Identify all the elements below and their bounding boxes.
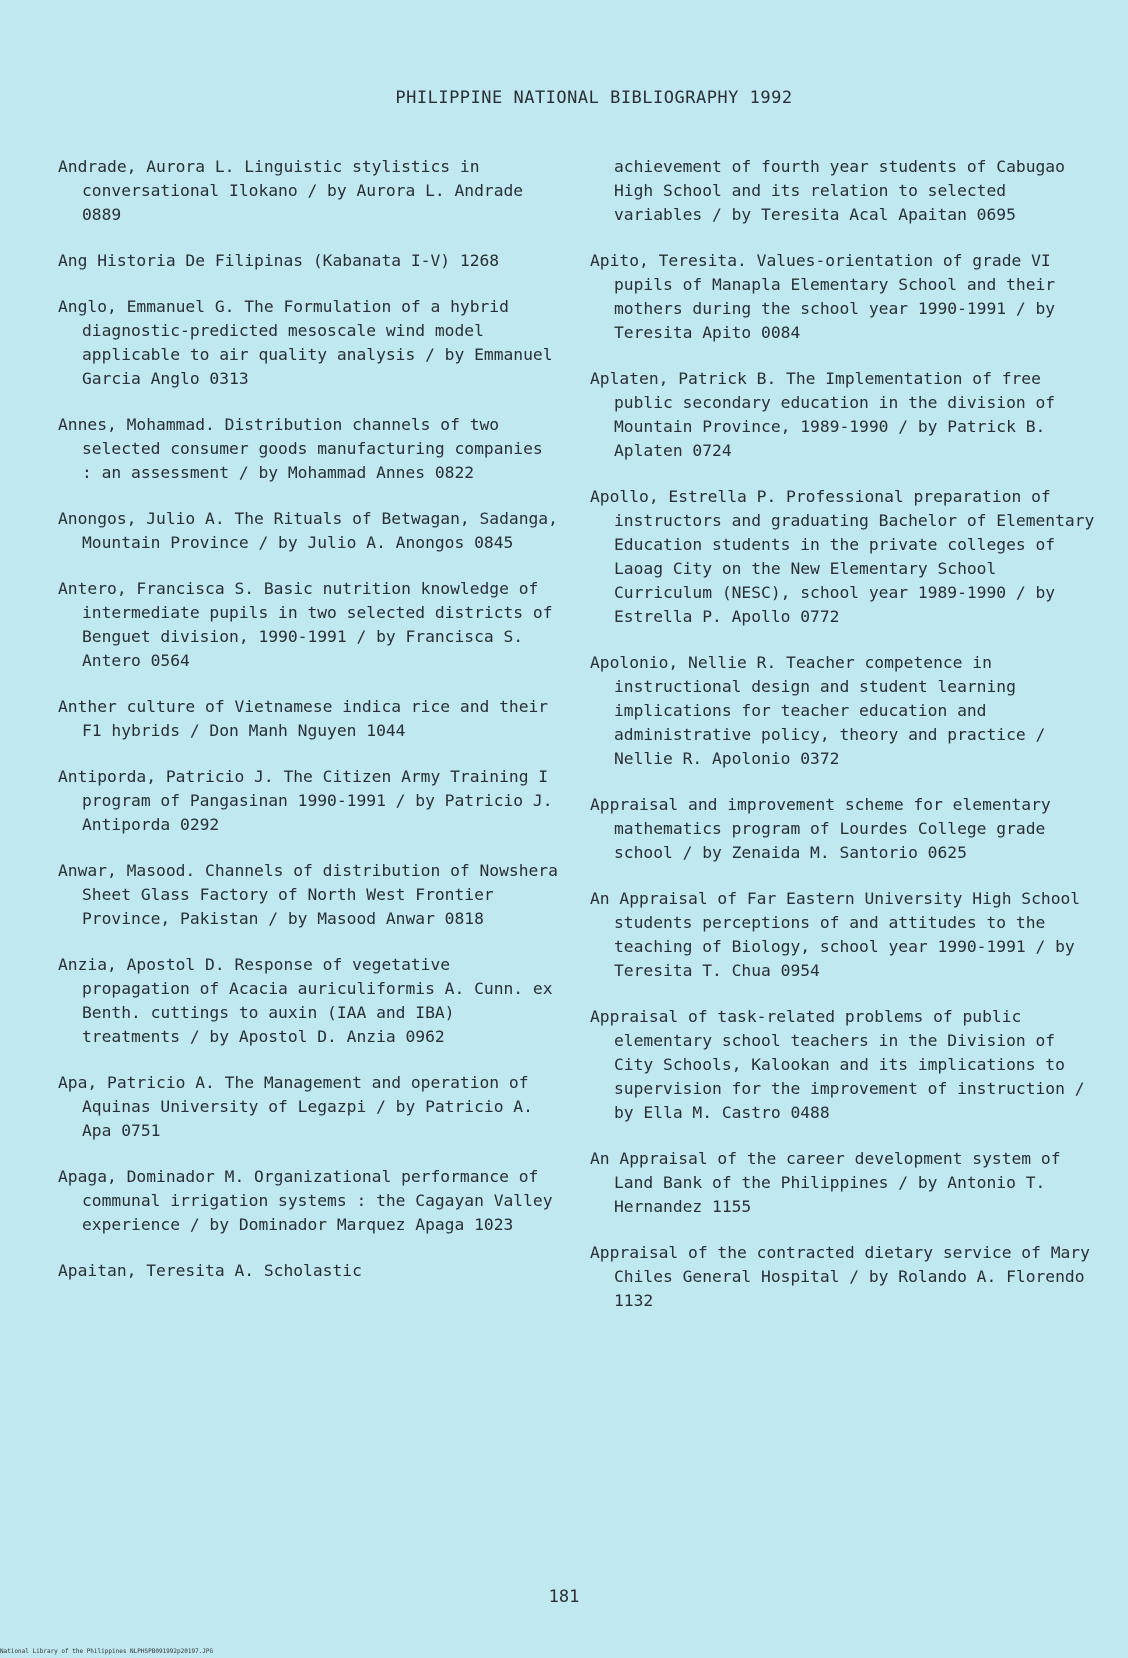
bibliography-entry: Appraisal and improvement scheme for elementary mathematics program of Lourdes College grade school / by Zenaida M. Santorio 0625 — [590, 795, 1051, 862]
bibliography-entry: Apollo, Estrella P. Professional preparation of instructors and graduating Bachelor of Elementary Education students in the private colleges of Laoag City on the New Elementary School Curriculum (NESC), school year 1989-1990 / by Estrella P. Apollo 0772 — [590, 487, 1095, 626]
bibliography-entry: Apaga, Dominador M. Organizational performance of communal irrigation systems : the Cagayan Valley experience / by Dominador Marquez Apaga 1023 — [58, 1167, 553, 1234]
bibliography-entry: Apa, Patricio A. The Management and operation of Aquinas University of Legazpi / by Patricio A. Apa 0751 — [58, 1073, 533, 1140]
bibliography-entry: Aplaten, Patrick B. The Implementation of free public secondary education in the division of Mountain Province, 1989-1990 / by Patrick B. Aplaten 0724 — [590, 369, 1056, 460]
bibliography-entry: Apolonio, Nellie R. Teacher competence in instructional design and student learning implications for teacher education and administrative policy, theory and practice / Nellie R. Apolonio 0372 — [590, 653, 1046, 768]
footer-credit: National Library of the Philippines NLPHSPB091992p20197.JPG — [0, 1648, 214, 1655]
bibliography-entry: Ang Historia De Filipinas (Kabanata I-V) 1268 — [58, 251, 500, 270]
bibliography-entry: Anglo, Emmanuel G. The Formulation of a hybrid diagnostic-predicted mesoscale wind model applicable to air quality analysis / by Emmanuel Garcia Anglo 0313 — [58, 297, 553, 388]
bibliography-entry: Appraisal of the contracted dietary service of Mary Chiles General Hospital / by Rolando A. Florendo 1132 — [590, 1243, 1090, 1310]
right-column — [590, 155, 1100, 1335]
bibliography-entry: Apaitan, Teresita A. Scholastic — [58, 1261, 362, 1280]
bibliography-entry: Andrade, Aurora L. Linguistic stylistics in conversational Ilokano / by Aurora L. Andrade 0889 — [58, 157, 524, 224]
bibliography-entry-continued: achievement of fourth year students of Cabugao High School and its relation to selected variables / by Teresita Acal Apaitan 0695 — [614, 157, 1065, 224]
bibliography-entry: Apito, Teresita. Values-orientation of grade VI pupils of Manapla Elementary School and their mothers during the school year 1990-1991 / by Teresita Apito 0084 — [590, 251, 1056, 342]
page-title: PHILIPPINE NATIONAL BIBLIOGRAPHY 1992 — [395, 88, 793, 108]
bibliography-entry: Antiporda, Patricio J. The Citizen Army Training I program of Pangasinan 1990-1991 / by Patricio J. Antiporda 0292 — [58, 767, 553, 834]
bibliography-entry: Antero, Francisca S. Basic nutrition knowledge of intermediate pupils in two selected districts of Benguet division, 1990-1991 / by Francisca S. Antero 0564 — [58, 579, 553, 670]
bibliography-entry: An Appraisal of Far Eastern University High School students perceptions of and attitudes to the teaching of Biology, school year 1990-1991 / by Teresita T. Chua 0954 — [590, 889, 1081, 980]
bibliography-entry: Appraisal of task-related problems of public elementary school teachers in the Division of City Schools, Kalookan and its implications to supervision for the improvement of instruction / by Ella M. Castro 0488 — [590, 1007, 1085, 1122]
bibliography-entry: Anwar, Masood. Channels of distribution of Nowshera Sheet Glass Factory of North West Frontier Province, Pakistan / by Masood Anwar 0818 — [58, 861, 558, 928]
left-column — [58, 155, 558, 1305]
bibliography-entry: Anzia, Apostol D. Response of vegetative propagation of Acacia auriculiformis A. Cunn. ex Benth. cuttings to auxin (IAA and IBA) treatments / by Apostol D. Anzia 0962 — [58, 955, 553, 1046]
bibliography-entry: Anongos, Julio A. The Rituals of Betwagan, Sadanga, Mountain Province / by Julio A. Anongos 0845 — [58, 509, 558, 552]
bibliography-entry: Annes, Mohammad. Distribution channels of two selected consumer goods manufacturing companies : an assessment / by Mohammad Annes 0822 — [58, 415, 543, 482]
page-number: 181 — [548, 1587, 580, 1607]
bibliography-entry: Anther culture of Vietnamese indica rice and their F1 hybrids / Don Manh Nguyen 1044 — [58, 697, 549, 740]
bibliography-entry: An Appraisal of the career development system of Land Bank of the Philippines / by Antonio T. Hernandez 1155 — [590, 1149, 1061, 1216]
